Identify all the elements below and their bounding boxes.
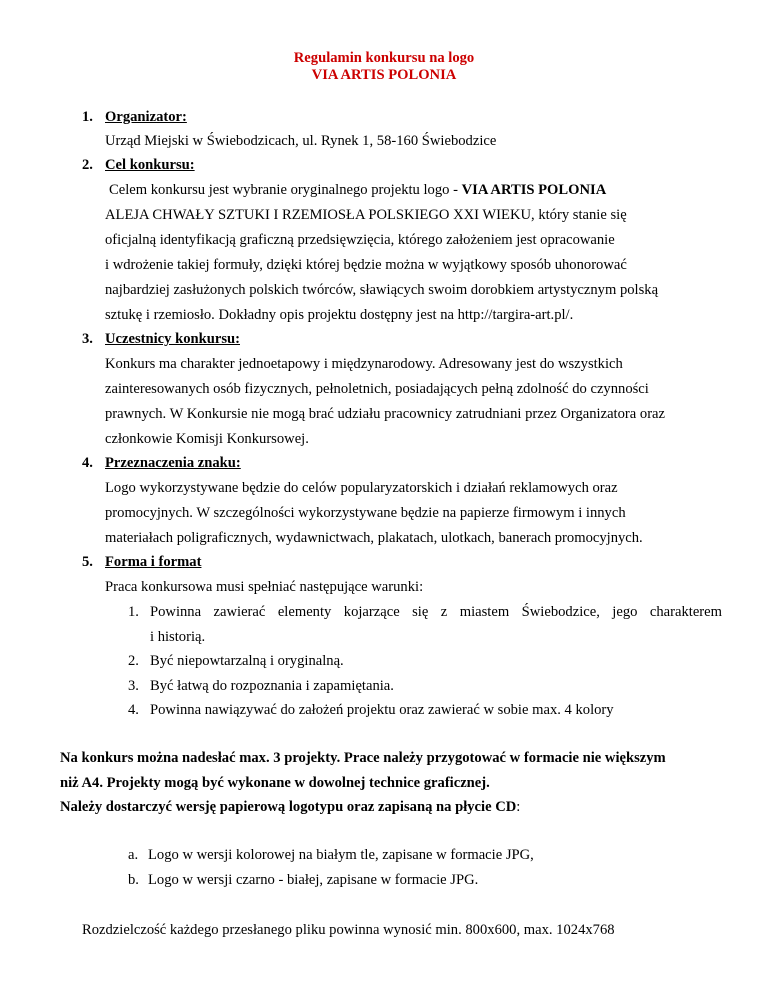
- notes-line-3-colon: :: [516, 799, 521, 815]
- condition-text: Być łatwą do rozpoznania i zapamiętania.: [150, 678, 394, 694]
- section-2-line: ALEJA CHWAŁY SZTUKI I RZEMIOSŁA POLSKIEGO XXI WIEKU, który stanie się: [105, 207, 627, 223]
- format-text: Logo w wersji kolorowej na białym tle, zapisane w formacie JPG,: [148, 847, 534, 863]
- condition-number: 3.: [128, 678, 139, 694]
- section-3-line: prawnych. W Konkursie nie mogą brać udziału pracownicy zatrudniani przez Organizatora oraz: [105, 406, 666, 422]
- section-4-number: 4.: [82, 455, 93, 471]
- condition-text: Być niepowtarzalną i oryginalną.: [150, 653, 344, 669]
- notes-line-3: [60, 798, 520, 816]
- notes-line-2: niż A4. Projekty mogą być wykonane w dowolnej technice graficznej.: [60, 775, 490, 791]
- section-4-line: promocyjnych. W szczególności wykorzystywane będzie na papierze firmowym i innych: [105, 505, 626, 521]
- notes-line-1: Na konkurs można nadesłać max. 3 projekty. Prace należy przygotować w formacie nie większym: [60, 750, 666, 766]
- section-4-line: materiałach poligraficznych, wydawnictwach, plakatach, ulotkach, banerach promocyjnych.: [105, 530, 643, 546]
- section-5-intro: Praca konkursowa musi spełniać następujące warunki:: [105, 579, 424, 595]
- condition-number: 4.: [128, 702, 139, 718]
- format-text: Logo w wersji czarno - białej, zapisane w formacie JPG.: [148, 872, 479, 888]
- section-2-first-line-text: Celem konkursu jest wybranie oryginalnego projektu logo -: [109, 182, 462, 198]
- resolution-note: Rozdzielczość każdego przesłanego pliku powinna wynosić min. 800x600, max. 1024x768: [82, 922, 615, 938]
- section-2-heading: Cel konkursu:: [105, 157, 195, 173]
- section-2-number: 2.: [82, 157, 93, 173]
- section-2-line: sztukę i rzemiosło. Dokładny opis projektu dostępny jest na http://targira-art.pl/.: [105, 307, 574, 323]
- section-3-line: Konkurs ma charakter jednoetapowy i międzynarodowy. Adresowany jest do wszystkich: [105, 356, 623, 372]
- section-2-line: oficjalną identyfikacją graficzną przedsięwzięcia, którego założeniem jest opracowanie: [105, 232, 615, 248]
- section-1-number: 1.: [82, 109, 93, 125]
- condition-text: Powinna zawierać elementy kojarzące się z miastem Świebodzice, jego charakterem: [150, 604, 722, 620]
- section-3-line: członkowie Komisji Konkursowej.: [105, 431, 309, 447]
- section-4-heading: Przeznaczenia znaku:: [105, 455, 241, 471]
- section-5-number: 5.: [82, 554, 93, 570]
- section-1-text: Urząd Miejski w Świebodzicach, ul. Rynek 1, 58-160 Świebodzice: [105, 133, 497, 149]
- section-2-line: najbardziej zasłużonych polskich twórców, sławiących swoim dorobkiem artystycznym polską: [105, 282, 659, 298]
- section-3-number: 3.: [82, 331, 93, 347]
- condition-number: 2.: [128, 653, 139, 669]
- section-2-line: i wdrożenie takiej formuły, dzięki której będzie można w wyjątkowy sposób uhonorować: [105, 257, 627, 273]
- condition-text: Powinna nawiązywać do założeń projektu oraz zawierać w sobie max. 4 kolory: [150, 702, 614, 718]
- section-2-project-name: VIA ARTIS POLONIA: [461, 182, 607, 198]
- notes-line-3-text: Należy dostarczyć wersję papierową logotypu oraz zapisaną na płycie CD: [60, 799, 517, 815]
- document-subtitle: VIA ARTIS POLONIA: [311, 67, 457, 83]
- format-letter: b.: [128, 872, 139, 888]
- condition-number: 1.: [128, 604, 139, 620]
- section-3-line: zainteresowanych osób fizycznych, pełnoletnich, posiadających pełną zdolność do czynności: [105, 381, 649, 397]
- document-title: Regulamin konkursu na logo: [293, 50, 475, 66]
- section-3-heading: Uczestnicy konkursu:: [105, 331, 240, 347]
- section-5-heading: Forma i format: [105, 554, 202, 570]
- section-4-line: Logo wykorzystywane będzie do celów popularyzatorskich i działań reklamowych oraz: [105, 480, 618, 496]
- condition-text-continued: i historią.: [150, 629, 206, 645]
- format-letter: a.: [128, 847, 139, 863]
- section-2-first-line: [109, 181, 606, 199]
- section-1-heading: Organizator:: [105, 109, 187, 125]
